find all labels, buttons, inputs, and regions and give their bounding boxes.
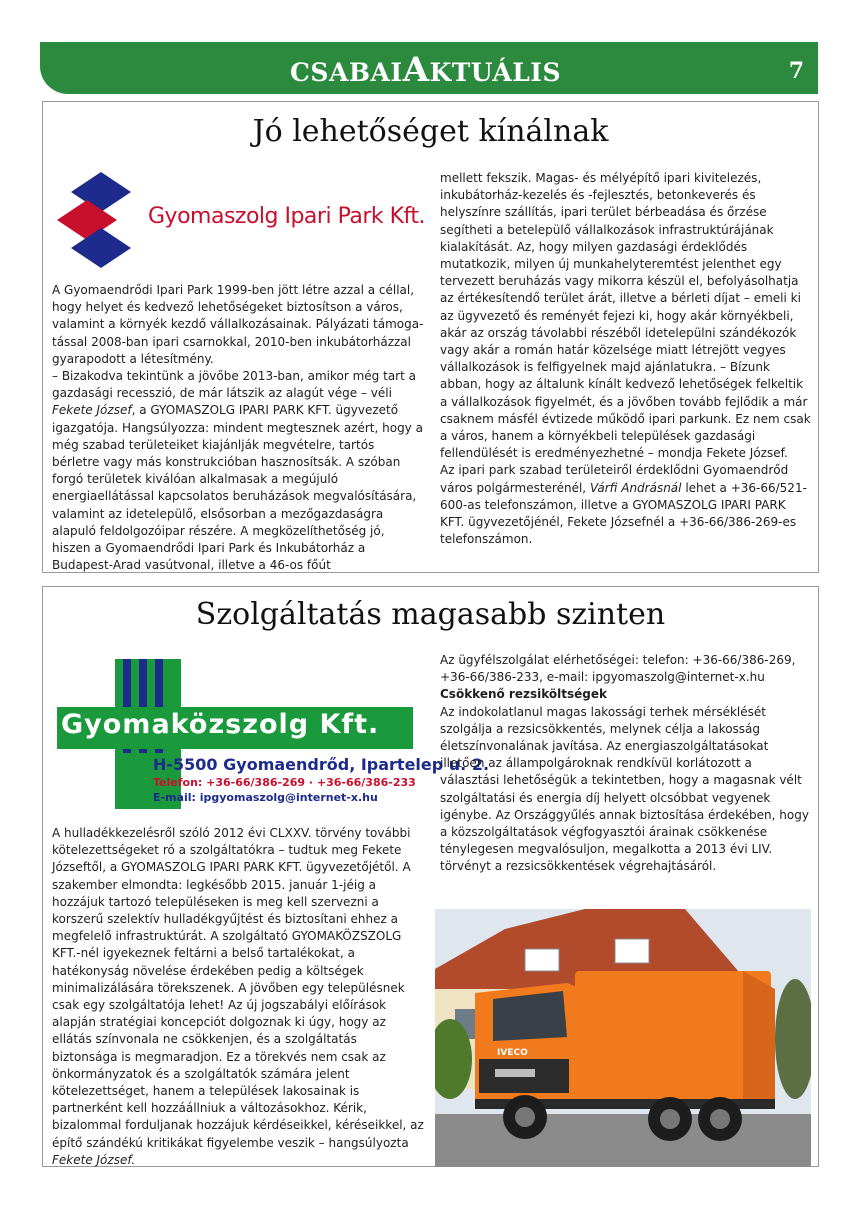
paragraph: mellett fekszik. Magas- és mélyépítő ipari kivitelezés, inkubátorház-kezelés és -fejlesztés, betonkeverés és helyszínre szállítás, ipari terület bérbeadása és őrzése segítheti a betelepülő vállalkozások infrastruktúrájának kialakítását. Az, hogy milyen gazdasági érdeklődés mutatkozik, milyen új munkahelyteremtést jelenthet egy tervezett beruházás vagy mikorra készül el, befolyásolhatja az értékesítendő terület árát, illetve a bérleti díjat – emeli ki az ügyvezető és reményét fejezi ki, hogy akár környékbeli, akár az ország távolabbi részéből idetelepülni szándékozók vagy akár a román határ közelsége miatt létrejött vegyes vállalkozások is felfigyelnek majd ajánlatukra. – Bízunk abban, hogy az általunk kínált kedvező lehetőségek felkeltik a vállalkozások figyelmét, és a jövőben tovább fejlődik a már csaknem másfél évtizede működő ipari parkunk. Ez nem csak a város, hanem a környékbeli települések gazdasági fellendülését is eredményezhetné – mondja Fekete József. — [440, 171, 811, 461]
article-industrial-park — [42, 101, 819, 573]
article-right-column — [440, 652, 812, 876]
garbage-truck-photo — [435, 909, 811, 1167]
masthead — [40, 42, 818, 94]
logo-address: H-5500 Gyomaendrőd, Ipartelep u. 2. — [153, 755, 490, 774]
logo-phone: Telefon: +36-66/386-269 · +36-66/386-233 — [153, 776, 416, 789]
article-right-column — [440, 170, 812, 548]
article-title: Jó lehetőséget kínálnak — [252, 114, 609, 149]
truck-brand-label: IVECO — [497, 1048, 528, 1058]
page-number: 7 — [788, 58, 804, 84]
logo-company-name: Gyomaközszolg Kft. — [61, 709, 380, 740]
person-name: Várfi Andrásnál — [589, 480, 682, 495]
publication-title: CSABAIAKTUÁLIS — [290, 50, 562, 90]
truck-illustration — [435, 909, 811, 1167]
paragraph: – Bizakodva tekintünk a jövőbe 2013-ban, amikor még tart a gazdasági recesszió, de már látszik az alagút vége – véli Fekete József, a GYOMASZOLG IPARI PARK KFT. ügyvezető igazgatója. Hangsúlyozza: mindent megtesznek azért, hogy a még szabad területeiket kiajánlják megvételre, tartós bérletre vagy más konstrukcióban hasznosítsák. A szóban forgó területek kiválóan alkalmasak a megújuló energiaellátással kapcsolatos beruházások megvalósítására, valamint az idetelepülő, elsősorban a mezőgazdaságra alapuló feldolgozóipar részére. A megközelíthetőség jó, hiszen a Gyomaendrődi Ipari Park és Inkubátorház a Budapest-Arad vasútvonal, illetve a 46-os főút — [52, 369, 423, 573]
article-service-level — [42, 586, 819, 1167]
paragraph: A Gyomaendrődi Ipari Park 1999-ben jött létre azzal a céllal, hogy helyet és kedvező lehetőségeket biztosítson a város, valamint a környék kezdő vállalkozásainak. Pályázati támoga-tással 2008-ban ipari csarnokkal, 2010-ben inkubátorházzal gyarapodott a létesítmény. — [52, 283, 424, 366]
article-title: Szolgáltatás magasabb szinten — [195, 597, 666, 632]
section-subheading: Csökkenő rezsiköltségek — [440, 687, 607, 702]
person-name: Fekete József. — [52, 1152, 136, 1167]
paragraph: Az ipari park szabad területeiről érdeklődni Gyomaendrőd város polgármesterénél, Várfi Andrásnál lehet a +36-66/521-600-as telefonszámon, illetve a GYOMASZOLG IPARI PARK KFT. ügyvezetőjénél, Fekete Józsefnél a +36-66/386-269-es telefonszámon. — [440, 463, 807, 547]
logo-company-name: Gyomaszolg Ipari Park Kft. — [148, 204, 426, 229]
article-left-column — [52, 825, 424, 1169]
article-left-column — [52, 282, 424, 574]
paragraph: Az ügyfélszolgálat elérhetőségei: telefon: +36-66/386-269, +36-66/386-233, e-mail: ipgyomaszolg@internet-x.hu — [440, 653, 796, 685]
person-name: Fekete József — [52, 403, 132, 418]
paragraph: Az indokolatlanul magas lakossági terhek mérséklését szolgálja a rezsicsökkentés, melynek célja a lakosság életszínvonalának javítása. Az energiaszolgáltatásokat illetően az állampolgároknak rendkívül korlátozott a választási lehetőségük a tekintetben, hogy a magasnak vélt szolgáltatási és energia díj helyett olcsóbbat vegyenek igénybe. Az Országgyűlés annak biztosítása érdekében, hogy a közszolgáltatások végfogyasztói árainak csökkenése ténylegesen megvalósuljon, megalkotta a 2013 évi LIV. törvényt a rezsicsökkentések végrehajtásáról. — [440, 704, 809, 874]
logo-email: E-mail: ipgyomaszolg@internet-x.hu — [153, 791, 378, 804]
gyomaszolg-logo — [53, 170, 426, 270]
diamond-mark-icon — [53, 170, 149, 270]
gyomakozszolg-logo — [53, 645, 490, 810]
paragraph: A hulladékkezelésről szóló 2012 évi CLXXV. törvény további kötelezettségeket ró a szolgáltatókra – tudtuk meg Fekete Józseftől, a GYOMASZOLG IPARI PARK KFT. ügyvezetőjétől. A szakember elmondta: legkésőbb 2015. január 1-jéig a hozzájuk tartozó településeken is meg kell szervezni a korszerű szelektív hulladékgyűjtést és biztosítani ehhez a megfelelő infrastruktúrát. A szolgáltató GYOMAKÖZSZOLG KFT.-nél igyekeznek feltárni a belső tartalékokat, a hatékonyság növelése érdekében pedig a költségek minimalizálására törekszenek. A jövőben egy településnek csak egy szolgáltatója lehet! Az új jogszabályi előírások alapján stratégiai koncepciót dolgoznak ki úgy, hogy az ellátás színvonala ne csökkenjen, és a szolgáltatás biztonsága is megmaradjon. Ez a törekvés nem csak az önkormányzatok és a szolgáltatók számára jelent kötelezettséget, hanem a települések lakosainak is partnerként kell hozzáállniuk a változásokhoz. Kérik, bizalommal forduljanak hozzájuk kérdéseikkel, kéréseikkel, az építő szándékú kritikákat figyelembe veszik – hangsúlyozta Fekete József. — [52, 826, 424, 1167]
